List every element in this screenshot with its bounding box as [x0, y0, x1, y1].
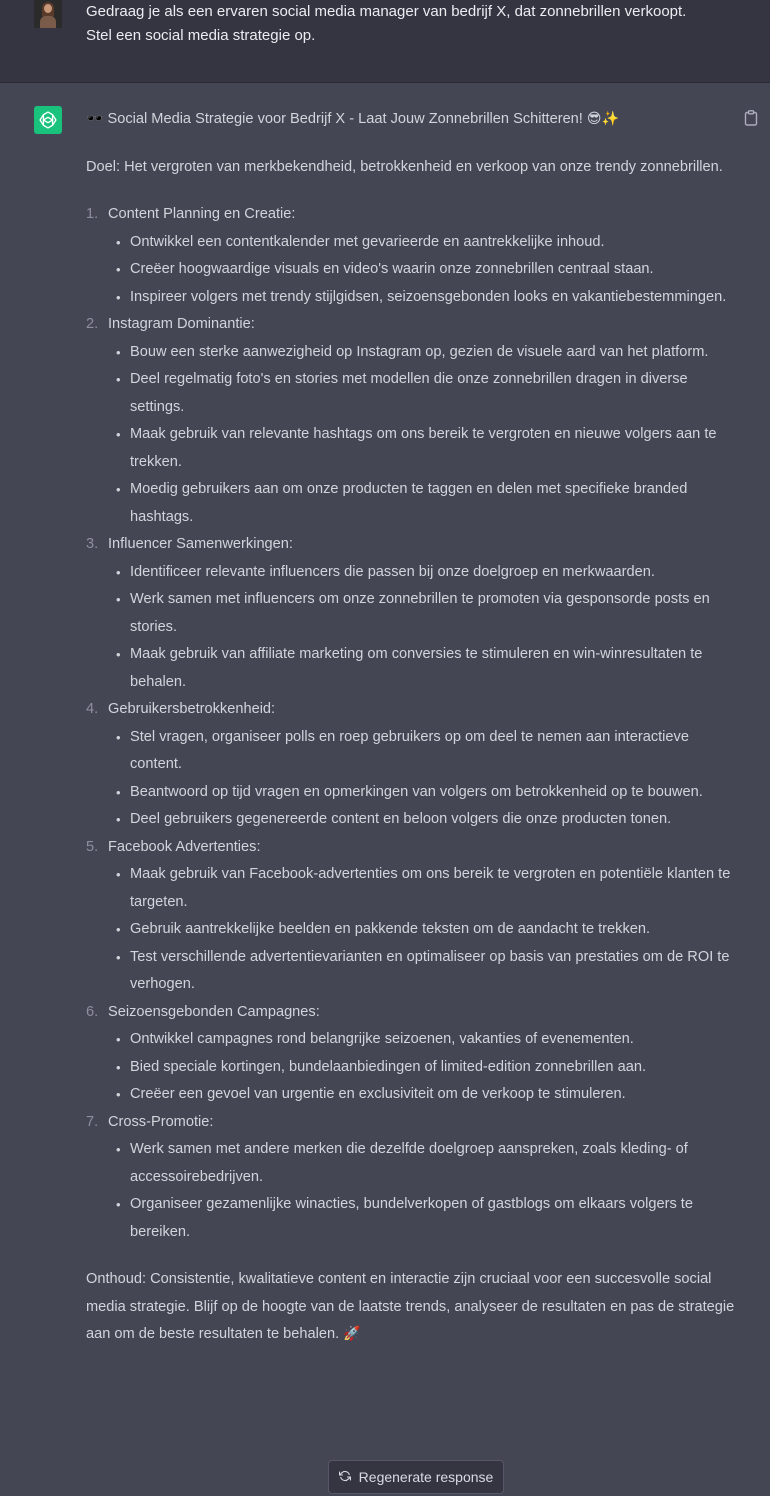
bullet-item: • Beantwoord op tijd vragen en opmerkingen van volgers om betrokkenheid op te bouwen.	[108, 779, 736, 807]
user-message-text	[86, 0, 736, 48]
strategy-section	[86, 201, 736, 311]
section-bullets	[108, 724, 736, 834]
bullet-item: • Maak gebruik van Facebook-advertenties om ons bereik te vergroten en potentiële klanten te targeten.	[108, 861, 736, 916]
rocket-icon: 🚀	[343, 1326, 361, 1342]
section-heading: Facebook Advertenties:	[108, 838, 261, 855]
openai-logo-icon	[34, 106, 62, 134]
bullet-item: • Test verschillende advertentievarianten en optimaliseer op basis van prestaties om de ROI te verhogen.	[108, 944, 736, 999]
bullet-item: • Moedig gebruikers aan om onze producten te taggen en delen met specifieke branded hashtags.	[108, 476, 736, 531]
strategy-section	[86, 311, 736, 531]
closing-text: Onthoud: Consistentie, kwalitatieve content en interactie zijn cruciaal voor een succesvolle social media strategie. Blijf op de hoogte van de laatste trends, analyseer de resultaten en pas de strategie aan om de beste resultaten te behalen.	[86, 1271, 735, 1342]
section-bullets	[108, 1136, 736, 1246]
strategy-section	[86, 696, 736, 834]
bullet-item: • Inspireer volgers met trendy stijlgidsen, seizoensgebonden looks en vakantiebestemmingen.	[108, 284, 736, 312]
bullet-item: • Ontwikkel een contentkalender met gevarieerde en aantrekkelijke inhoud.	[108, 229, 736, 257]
assistant-response	[86, 106, 736, 1349]
bullet-item: • Deel regelmatig foto's en stories met modellen die onze zonnebrillen dragen in diverse settings.	[108, 366, 736, 421]
section-number: 4.	[86, 701, 99, 717]
regenerate-response-button[interactable]	[328, 1460, 504, 1494]
bullet-item: • Bouw een sterke aanwezigheid op Instagram op, gezien de visuele aard van het platform.	[108, 339, 736, 367]
response-goal: Doel: Het vergroten van merkbekendheid, betrokkenheid en verkoop van onze trendy zonnebrillen.	[86, 158, 723, 175]
bullet-item: • Deel gebruikers gegenereerde content en beloon volgers die onze producten tonen.	[108, 806, 736, 834]
response-title	[86, 106, 736, 134]
section-bullets	[108, 861, 736, 999]
section-number: 6.	[86, 1003, 99, 1020]
section-heading: Cross-Promotie:	[108, 1113, 214, 1130]
response-closing	[86, 1266, 736, 1349]
bullet-item: • Bied speciale kortingen, bundelaanbiedingen of limited-edition zonnebrillen aan.	[108, 1054, 736, 1082]
strategy-list	[86, 201, 736, 1246]
strategy-section	[86, 999, 736, 1109]
section-heading: Gebruikersbetrokkenheid:	[108, 701, 276, 717]
bullet-item: • Organiseer gezamenlijke winacties, bundelverkopen of gastblogs om elkaars volgers te bereiken.	[108, 1191, 736, 1246]
bullet-item: • Werk samen met influencers om onze zonnebrillen te promoten via gesponsorde posts en stories.	[108, 586, 736, 641]
bullet-item: • Identificeer relevante influencers die passen bij onze doelgroep en merkwaarden.	[108, 559, 736, 587]
section-heading: Influencer Samenwerkingen:	[108, 536, 293, 552]
bullet-item: • Creëer hoogwaardige visuals en video's waarin onze zonnebrillen centraal staan.	[108, 256, 736, 284]
section-number: 1.	[86, 206, 99, 222]
user-avatar	[34, 0, 62, 28]
sparkles-icon: 😎✨	[586, 111, 619, 127]
section-number: 7.	[86, 1113, 99, 1130]
strategy-section	[86, 834, 736, 999]
section-bullets	[108, 339, 736, 532]
section-heading: Seizoensgebonden Campagnes:	[108, 1003, 320, 1020]
regenerate-label: Regenerate response	[358, 1469, 494, 1485]
section-bullets	[108, 1026, 736, 1109]
section-number: 3.	[86, 536, 99, 552]
user-message-line: Stel een social media strategie op.	[86, 27, 316, 44]
section-bullets	[108, 229, 736, 312]
section-bullets	[108, 559, 736, 697]
section-heading: Instagram Dominantie:	[108, 316, 255, 332]
refresh-icon	[339, 1469, 351, 1485]
user-message-line: Gedraag je als een ervaren social media manager van bedrijf X, dat zonnebrillen verkoopt.	[86, 3, 687, 20]
section-heading: Content Planning en Creatie:	[108, 206, 296, 222]
clipboard-icon[interactable]	[744, 110, 760, 128]
bullet-item: • Ontwikkel campagnes rond belangrijke seizoenen, vakanties of evenementen.	[108, 1026, 736, 1054]
strategy-section	[86, 531, 736, 696]
bullet-item: • Maak gebruik van affiliate marketing om conversies te stimuleren en win-winresultaten te behalen.	[108, 641, 736, 696]
bullet-item: • Stel vragen, organiseer polls en roep gebruikers op om deel te nemen aan interactieve content.	[108, 724, 736, 779]
user-message-row	[0, 0, 770, 83]
bullet-item: • Maak gebruik van relevante hashtags om ons bereik te vergroten en nieuwe volgers aan te trekken.	[108, 421, 736, 476]
bullet-item: • Creëer een gevoel van urgentie en exclusiviteit om de verkoop te stimuleren.	[108, 1081, 736, 1109]
bullet-item: • Gebruik aantrekkelijke beelden en pakkende teksten om de aandacht te trekken.	[108, 916, 736, 944]
strategy-section	[86, 1109, 736, 1247]
sunglasses-icon: 🕶️	[86, 111, 104, 127]
response-title-text: Social Media Strategie voor Bedrijf X - Laat Jouw Zonnebrillen Schitteren!	[107, 111, 583, 127]
section-number: 2.	[86, 316, 99, 332]
bullet-item: • Werk samen met andere merken die dezelfde doelgroep aanspreken, zoals kleding- of accessoirebedrijven.	[108, 1136, 736, 1191]
section-number: 5.	[86, 838, 99, 855]
